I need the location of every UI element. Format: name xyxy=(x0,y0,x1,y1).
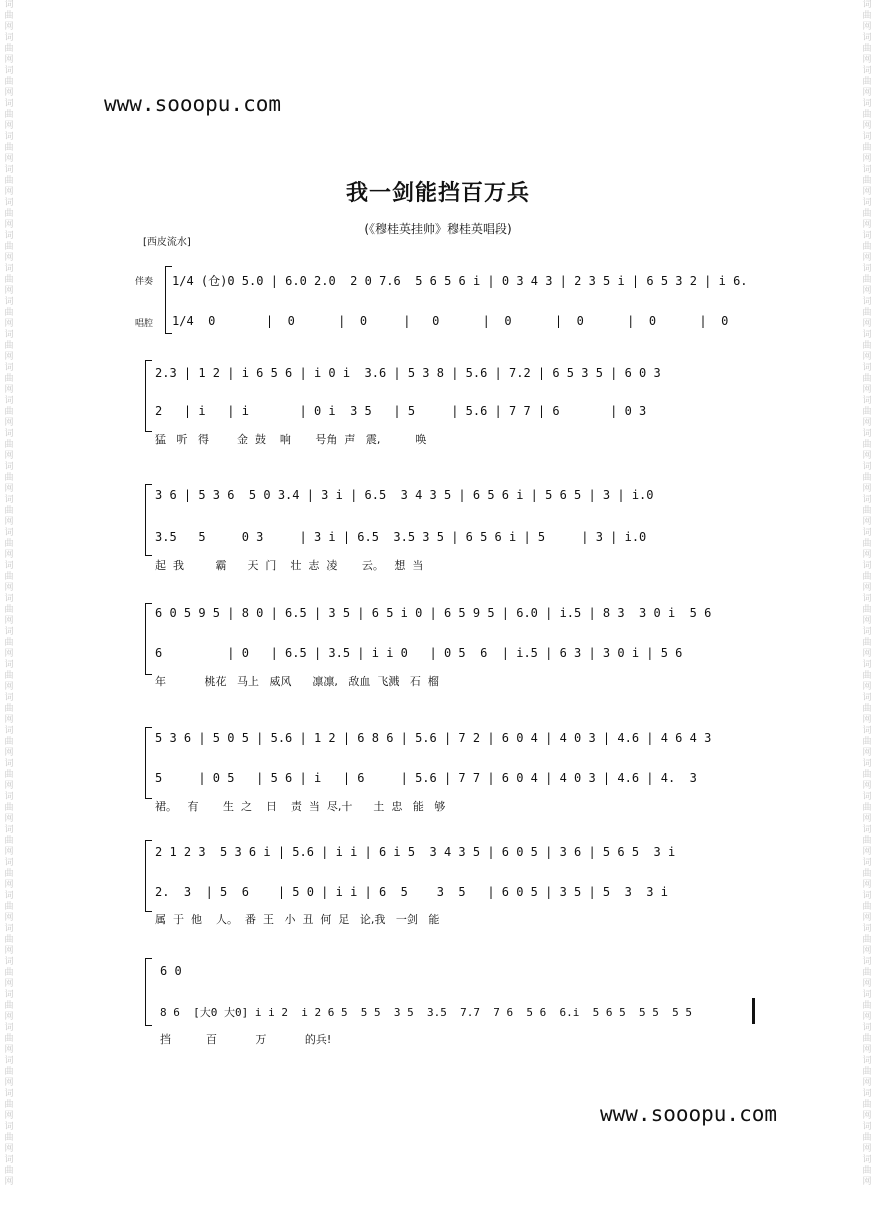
footer-url: www.sooopu.com xyxy=(600,1102,778,1126)
system-7-upper: 6 0 xyxy=(160,964,182,978)
system-2-upper: 2.3 | 1 2 | i 6 5 6 | i 0 i 3.6 | 5 3 8 | 5.6 | 7.2 | 6 5 3 5 | 6 0 3 xyxy=(155,366,661,380)
system-2-lower: 2 | i | i | 0 i 3 5 | 5 | 5.6 | 7 7 | 6 | 0 3 xyxy=(155,404,647,418)
system-4-lyrics: 年 桃花 马上 威风 凛凛, 敌血 飞溅 石 榴 xyxy=(155,675,439,688)
page-subtitle: (《穆桂英挂帅》穆桂英唱段) xyxy=(364,222,512,236)
system-4-lower: 6 | 0 | 6.5 | 3.5 | i i 0 | 0 5 6 | i.5 | 6 3 | 3 0 i | 5 6 xyxy=(155,646,683,660)
system-bracket xyxy=(145,958,152,1026)
watermark-left: 词曲网词曲网词曲网词曲网词曲网词曲网词曲网词曲网词曲网词曲网词曲网词曲网词曲网词曲网词曲网词曲网词曲网词曲网词曲网词曲网词曲网词曲网词曲网词曲网词曲网词曲网词曲网词曲网词曲网词曲网词曲网词曲网词曲网词曲网词曲网词曲网 xyxy=(4,0,14,1187)
system-2-lyrics: 猛 听 得 金 鼓 响 号角 声 震, 唤 xyxy=(155,433,427,446)
system-1-upper: 1/4 (仓)0 5.0 | 6.0 2.0 2 0 7.6 5 6 5 6 i | 0 3 4 3 | 2 3 5 i | 6 5 3 2 | i 6. xyxy=(172,274,748,288)
system-bracket xyxy=(145,603,152,675)
tempo-mark: [西皮流水] xyxy=(143,237,191,248)
system-bracket xyxy=(145,484,152,556)
system-1-lower: 1/4 0 | 0 | 0 | 0 | 0 | 0 | 0 | 0 xyxy=(172,314,729,328)
system-5-lyrics: 裙。 有 生 之 日 责 当 尽,十 土 忠 能 够 xyxy=(155,800,446,813)
final-barline xyxy=(752,998,755,1024)
system-6-upper: 2 1 2 3 5 3 6 i | 5.6 | i i | 6 i 5 3 4 3 5 | 6 0 5 | 3 6 | 5 6 5 3 i xyxy=(155,845,676,859)
system-bracket xyxy=(145,840,152,912)
system-5-lower: 5 | 0 5 | 5 6 | i | 6 | 5.6 | 7 7 | 6 0 4 | 4 0 3 | 4.6 | 4. 3 xyxy=(155,771,697,785)
system-6-lyrics: 属 于 他 人。 番 王 小 丑 何 足 论,我 一剑 能 xyxy=(155,913,440,926)
system-5-upper: 5 3 6 | 5 0 5 | 5.6 | 1 2 | 6 8 6 | 5.6 | 7 2 | 6 0 4 | 4 0 3 | 4.6 | 4 6 4 3 xyxy=(155,731,712,745)
system-7-lower: 8 6 [大0 大0] i i 2 i 2 6 5 5 5 3 5 3.5 7.7 7 6 5 6 6.i 5 6 5 5 5 5 5 xyxy=(160,1006,692,1019)
watermark-right: 词曲网词曲网词曲网词曲网词曲网词曲网词曲网词曲网词曲网词曲网词曲网词曲网词曲网词曲网词曲网词曲网词曲网词曲网词曲网词曲网词曲网词曲网词曲网词曲网词曲网词曲网词曲网词曲网词曲网词曲网词曲网词曲网词曲网词曲网词曲网词曲网 xyxy=(862,0,872,1187)
system-3-lyrics: 起 我 霸 天 门 壮 志 凌 云。 想 当 xyxy=(155,559,424,572)
page-title: 我一剑能挡百万兵 xyxy=(345,181,530,206)
system-bracket xyxy=(145,360,152,432)
system-bracket xyxy=(165,266,172,334)
voice-part-label: 唱腔 xyxy=(135,319,154,329)
system-3-upper: 3 6 | 5 3 6 5 0 3.4 | 3 i | 6.5 3 4 3 5 | 6 5 6 i | 5 6 5 | 3 | i.0 xyxy=(155,488,654,502)
system-3-lower: 3.5 5 0 3 | 3 i | 6.5 3.5 3 5 | 6 5 6 i | 5 | 3 | i.0 xyxy=(155,530,647,544)
system-7-lyrics: 挡 百 万 的兵! xyxy=(160,1033,332,1046)
system-6-lower: 2. 3 | 5 6 | 5 0 | i i | 6 5 3 5 | 6 0 5 | 3 5 | 5 3 3 i xyxy=(155,885,668,899)
system-bracket xyxy=(145,727,152,799)
header-url: www.sooopu.com xyxy=(104,92,282,116)
system-4-upper: 6 0 5 9 5 | 8 0 | 6.5 | 3 5 | 6 5 i 0 | 6 5 9 5 | 6.0 | i.5 | 8 3 3 0 i 5 6 xyxy=(155,606,712,620)
instrument-part-label: 伴奏 xyxy=(135,277,154,287)
